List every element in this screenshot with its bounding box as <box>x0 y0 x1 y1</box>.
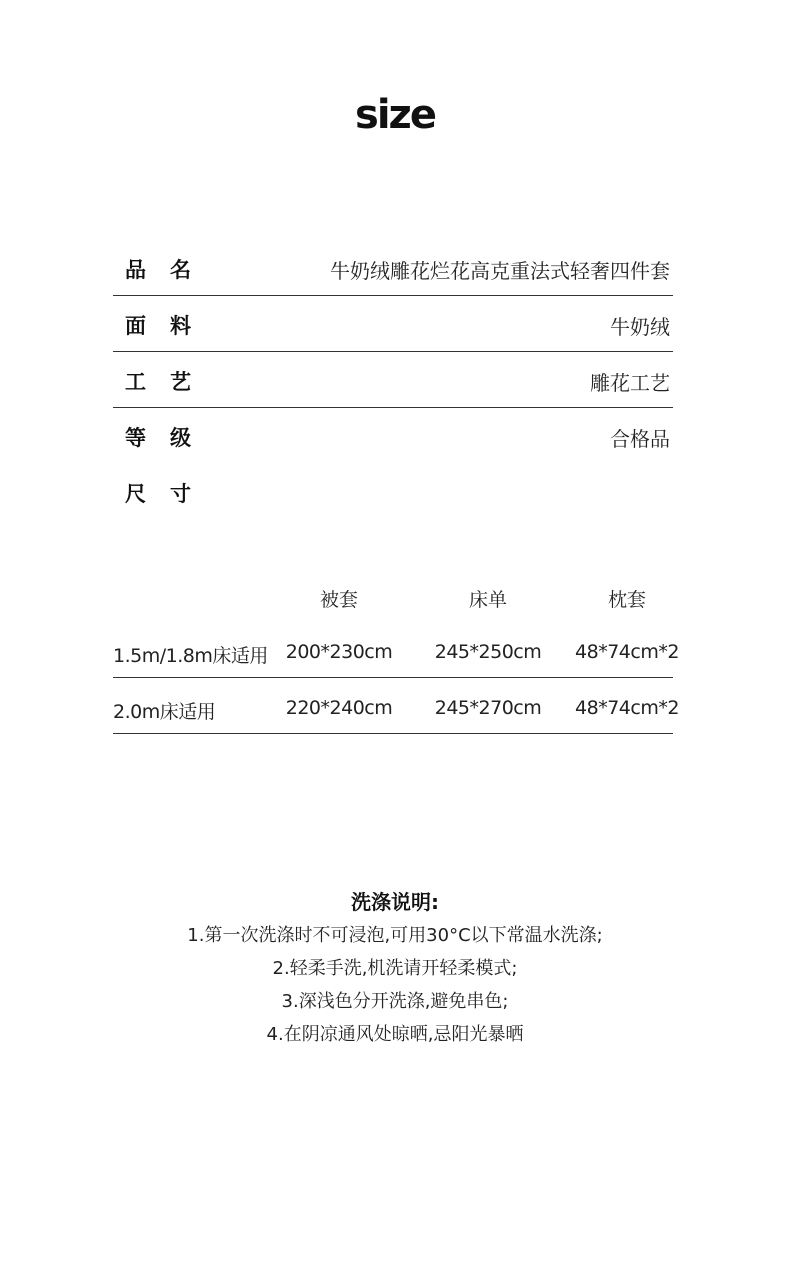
size-table <box>113 575 679 734</box>
page-title: size <box>355 92 435 138</box>
care-title: 洗涤说明: <box>351 890 439 914</box>
column-header: 被套 <box>319 589 359 611</box>
spec-label: 工艺 <box>125 370 215 394</box>
spec-row-name <box>113 240 673 296</box>
spec-value: 雕花工艺 <box>590 371 670 395</box>
spec-row-fabric <box>113 296 673 352</box>
table-cell: 200*230cm <box>285 641 393 663</box>
row-name: 1.5m/1.8m床适用 <box>113 645 268 667</box>
size-table-header <box>113 575 673 622</box>
spec-label: 面料 <box>125 314 215 338</box>
column-header: 枕套 <box>607 589 647 611</box>
care-line: 2.轻柔手洗,机洗请开轻柔模式; <box>272 958 518 979</box>
spec-label: 尺寸 <box>125 482 215 506</box>
table-cell: 48*74cm*2 <box>575 641 679 663</box>
spec-label: 品名 <box>125 258 215 282</box>
table-row <box>113 678 679 734</box>
spec-label: 等级 <box>125 426 215 450</box>
spec-value: 牛奶绒雕花烂花高克重法式轻奢四件套 <box>330 259 670 283</box>
row-name: 2.0m床适用 <box>113 701 216 723</box>
care-instructions <box>0 885 790 1051</box>
spec-row-size <box>113 464 673 520</box>
spec-row-craft <box>113 352 673 408</box>
spec-value: 合格品 <box>610 427 670 451</box>
column-header: 床单 <box>468 589 508 611</box>
table-cell: 48*74cm*2 <box>575 697 679 719</box>
spec-value: 牛奶绒 <box>610 315 670 339</box>
table-cell: 245*250cm <box>434 641 542 663</box>
table-cell: 245*270cm <box>434 697 542 719</box>
spec-table <box>113 240 673 520</box>
spec-row-grade <box>113 408 673 464</box>
table-cell: 220*240cm <box>285 697 393 719</box>
care-line: 1.第一次洗涤时不可浸泡,可用30°C以下常温水洗涤; <box>187 925 603 946</box>
table-row <box>113 622 679 678</box>
care-line: 3.深浅色分开洗涤,避免串色; <box>281 991 509 1012</box>
care-line: 4.在阴凉通风处晾晒,忌阳光暴晒 <box>266 1024 524 1045</box>
